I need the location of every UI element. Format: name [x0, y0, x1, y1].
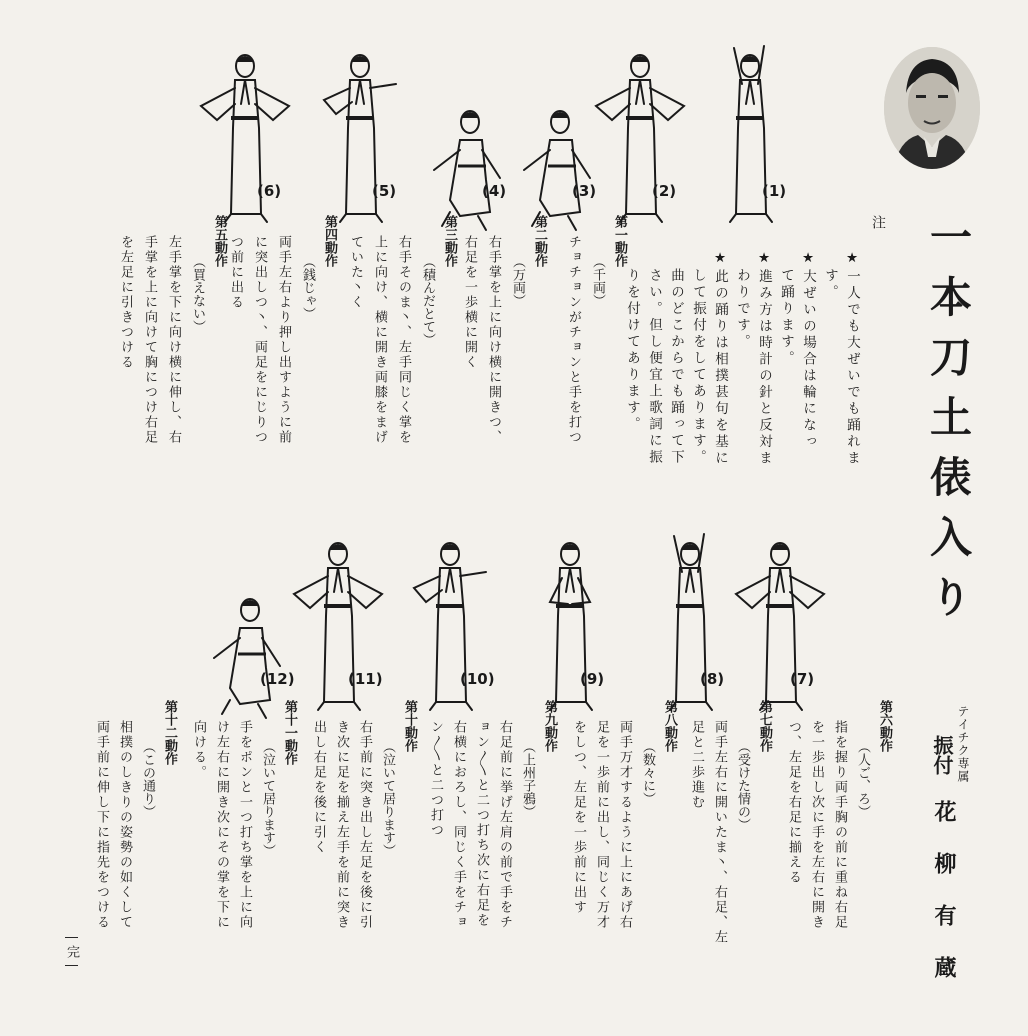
- move-description: 相撲のしきりの姿勢の如くして: [117, 720, 132, 930]
- move-cue-lyric: （この通り）: [140, 740, 155, 818]
- figure-number: (5): [372, 182, 397, 200]
- figure-number: (2): [652, 182, 677, 200]
- move-description: ョン〳〵と二つ打ち次に右足を: [474, 720, 489, 928]
- move-cue-lyric: （数々に）: [640, 740, 655, 805]
- move-heading: 第十二動作: [162, 700, 177, 765]
- move-description: 右横におろし、同じく手をチョ: [451, 720, 466, 930]
- move-heading: 第四動作: [322, 215, 337, 267]
- move-description: つ、左足を右足に揃える: [786, 720, 801, 885]
- move-description: 足を一歩前に出し、同じく万才: [594, 720, 609, 930]
- move-description: 指を握り両手胸の前に重ね右足: [832, 720, 847, 930]
- move-description: 出し右足を後に引く: [311, 720, 326, 855]
- move-description: ていた丶く: [348, 235, 363, 310]
- figure-number: (4): [482, 182, 507, 200]
- move-cue-lyric: （受けた情の）: [735, 740, 750, 831]
- move-description: 足と二歩進む: [689, 720, 704, 810]
- move-description: 向ける。: [191, 720, 206, 780]
- dance-figure: [730, 532, 830, 712]
- move-description: を一歩出し次に手を左右に開き: [809, 720, 824, 930]
- figure-number: (7): [790, 670, 815, 688]
- note-line: て踊ります。: [778, 268, 794, 367]
- move-heading: 第三動作: [442, 215, 457, 267]
- move-cue-lyric: （泣いて居ります）: [380, 740, 395, 857]
- move-heading: 第十一動作: [282, 700, 297, 765]
- choreography-role: 振付: [930, 735, 954, 775]
- move-cue-lyric: （千両）: [590, 255, 605, 307]
- move-description: き次に足を揃え左手を前に突き: [334, 720, 349, 930]
- move-heading: 第七動作: [757, 700, 772, 752]
- choreographer-portrait: [884, 47, 980, 169]
- moves-bottom-block: [60, 700, 900, 1000]
- dance-title: 一本刀土俵入り: [924, 215, 973, 635]
- move-description: 手をポンと一つ打ち掌を上に向: [237, 720, 252, 930]
- dance-figure: [520, 532, 620, 712]
- dance-figure: [640, 532, 740, 712]
- note-line: す。: [822, 268, 838, 301]
- note-line: さい。但し便宜上歌詞に振: [646, 268, 662, 466]
- move-description: チョチョンがチョンと手を打つ: [566, 235, 581, 445]
- move-cue-lyric: （上州子鴉）: [520, 740, 535, 818]
- move-cue-lyric: （万両）: [510, 255, 525, 307]
- move-description: 上に向け、横に開き両膝をまげ: [372, 235, 387, 445]
- move-heading: 第八動作: [662, 700, 677, 752]
- note-line: ★大ぜいの場合は輪になっ: [800, 250, 816, 451]
- dance-figure: [200, 582, 300, 722]
- move-heading: 第五動作: [212, 215, 227, 267]
- move-cue-lyric: （買えない）: [190, 255, 205, 333]
- figure-number: (8): [700, 670, 725, 688]
- move-description: 両手前に伸し下に指先をつける: [94, 720, 109, 930]
- record-label-affiliation: テイチク専属: [956, 705, 970, 783]
- figure-number: (11): [348, 670, 383, 688]
- move-description: に突出しつ丶、両足をにじりつ: [252, 235, 267, 445]
- move-description: 手掌を上に向けて胸につけ右足: [142, 235, 157, 445]
- note-line: して振付をしてあります。: [690, 268, 706, 466]
- move-description: 右手前に突き出し左足を後に引: [357, 720, 372, 930]
- figure-number: (12): [260, 670, 295, 688]
- figure-number: (10): [460, 670, 495, 688]
- move-heading: 第九動作: [542, 700, 557, 752]
- notes-label: 注: [870, 215, 886, 229]
- figure-number: (9): [580, 670, 605, 688]
- note-line: ★一人でも大ぜいでも踊れま: [844, 250, 860, 467]
- note-line: ★進み方は時計の針と反対ま: [756, 250, 772, 467]
- note-line: 曲のどこからでも踊って下: [668, 268, 684, 466]
- moves-top-block: [110, 215, 627, 515]
- choreographer-name: 花柳有蔵: [931, 800, 956, 1008]
- move-description: け左右に開き次にその掌を下に: [214, 720, 229, 930]
- note-line: ★此の踊りは相撲甚句を基に: [712, 250, 728, 467]
- move-description: 右足を一歩横に開く: [462, 235, 477, 370]
- move-description: 右手そのま丶、左手同じく掌を: [396, 235, 411, 445]
- move-heading: 第六動作: [877, 700, 892, 752]
- move-cue-lyric: （人ご、ろ）: [855, 740, 870, 818]
- note-line: りを付けてあります。: [624, 268, 640, 433]
- move-description: 左手掌を下に向け横に伸し、右: [166, 235, 181, 445]
- move-description: をしつ、左足を一歩前に出す: [571, 720, 586, 915]
- move-description: 右手掌を上に向け横に開きつ、: [486, 235, 501, 445]
- figure-number: (6): [257, 182, 282, 200]
- note-line: わりです。: [734, 268, 750, 351]
- move-description: 両手左右に開いたま丶、右足、左: [712, 720, 727, 945]
- move-description: 両手左右より押し出すように前: [276, 235, 291, 445]
- move-heading: 第一動作: [612, 215, 627, 267]
- move-cue-lyric: （積んだとて）: [420, 255, 435, 346]
- move-cue-lyric: （銭じゃ）: [300, 255, 315, 320]
- notes-block: [620, 250, 860, 510]
- move-description: ン〳〵と二つ打つ: [428, 720, 443, 838]
- move-description: 右足前に挙げ左肩の前で手をチ: [497, 720, 512, 930]
- dance-figure: [420, 94, 520, 234]
- figure-number: (1): [762, 182, 787, 200]
- figure-number: (3): [572, 182, 597, 200]
- move-heading: 第二動作: [532, 215, 547, 267]
- move-description: を左足に引きつける: [118, 235, 133, 370]
- end-mark: ―完―: [64, 930, 79, 973]
- move-description: 両手万才するように上にあげ右: [617, 720, 632, 930]
- move-heading: 第十動作: [402, 700, 417, 752]
- move-cue-lyric: （泣いて居ります）: [260, 740, 275, 857]
- move-description: つ前に出る: [228, 235, 243, 310]
